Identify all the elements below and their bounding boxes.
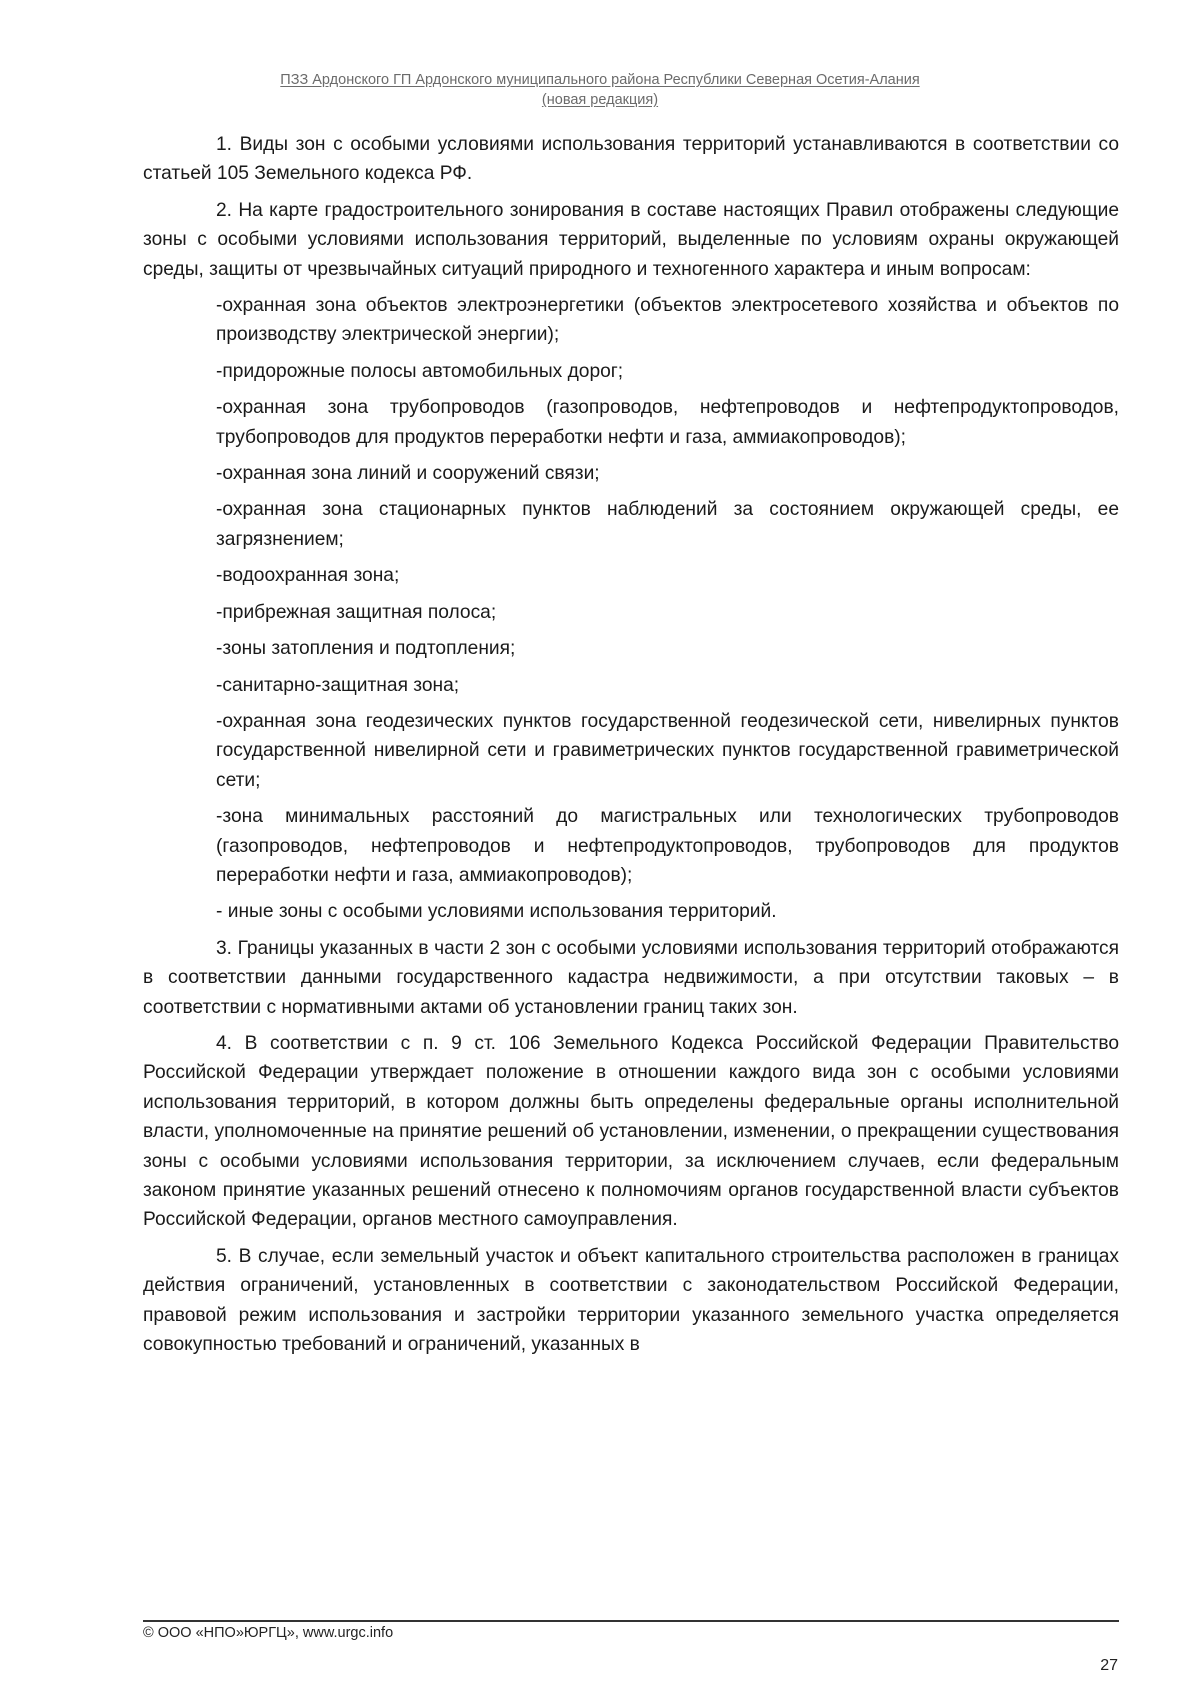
header-title: ПЗЗ Ардонского ГП Ардонского муниципального района Республики Северная Осетия-Алания <box>280 72 920 88</box>
paragraph-5: 5. В случае, если земельный участок и объект капитального строительства расположен в границах действия ограничений, установленных в соответствии с законодательством Российской Федерации, правовой режим использования и застройки территории указанного земельного участка определяется совокупностью требований и ограничений, указанных в <box>143 1245 1119 1356</box>
list-item: -охранная зона стационарных пунктов наблюдений за состоянием окружающей среды, ее загрязнением; <box>216 499 1119 550</box>
footer-copyright: © ООО «НПО»ЮРГЦ», www.urgc.info <box>143 1625 394 1641</box>
list-item: -прибрежная защитная полоса; <box>216 601 497 623</box>
list-item: -санитарно-защитная зона; <box>216 674 460 696</box>
list-item: -охранная зона объектов электроэнергетики (объектов электросетевого хозяйства и объектов по производству электрической энергии); <box>216 295 1119 346</box>
list-item: -охранная зона линий и сооружений связи; <box>216 463 600 485</box>
list-item: -водоохранная зона; <box>216 565 400 587</box>
paragraph-1: 1. Виды зон с особыми условиями использования территорий устанавливаются в соответствии со статьей 105 Земельного кодекса РФ. <box>143 134 1119 185</box>
list-item: -охранная зона геодезических пунктов государственной геодезической сети, нивелирных пунктов государственной нивелирной сети и гравиметрических пунктов государственной гравиметрической сети; <box>216 710 1119 791</box>
list-item: -зоны затопления и подтопления; <box>216 638 516 660</box>
list-item: -охранная зона трубопроводов (газопроводов, нефтепроводов и нефтепродуктопроводов, трубопроводов для продуктов переработки нефти и газа, аммиакопроводов); <box>216 397 1119 448</box>
paragraph-2: 2. На карте градостроительного зонирования в составе настоящих Правил отображены следующие зоны с особыми условиями использования территорий, выделенные по условиям охраны окружающей среды, защиты от чрезвычайных ситуаций природного и техногенного характера и иным вопросам: <box>143 199 1119 280</box>
list-item: -зона минимальных расстояний до магистральных или технологических трубопроводов (газопроводов, нефтепроводов и нефтепродуктопроводов, трубопроводов для продуктов переработки нефти и газа, аммиакопроводов); <box>216 806 1119 886</box>
list-item: -придорожные полосы автомобильных дорог; <box>216 360 624 382</box>
page-number: 27 <box>1100 1657 1118 1674</box>
header-subtitle: (новая редакция) <box>541 92 659 108</box>
list-item: - иные зоны с особыми условиями использования территорий. <box>216 901 777 923</box>
paragraph-4: 4. В соответствии с п. 9 ст. 106 Земельного Кодекса Российской Федерации Правительство Российской Федерации утверждает положение в отношении каждого вида зон с особыми условиями использования территорий, в котором должны быть определены федеральные органы исполнительной власти, уполномоченные на принятие решений об установлении, изменении, о прекращении существования зоны с особыми условиями использования территории, за исключением случаев, если федеральным законом принятие указанных решений отнесено к полномочиям органов государственной власти субъектов Российской Федерации, органов местного самоуправления. <box>143 1032 1119 1231</box>
paragraph-3: 3. Границы указанных в части 2 зон с особыми условиями использования территорий отображаются в соответствии данными государственного кадастра недвижимости, а при отсутствии таковых – в соответствии с нормативными актами об установлении границ таких зон. <box>143 937 1119 1018</box>
document-body <box>143 130 1119 1366</box>
footer-divider <box>143 1620 1119 1622</box>
page-header <box>150 70 1050 110</box>
